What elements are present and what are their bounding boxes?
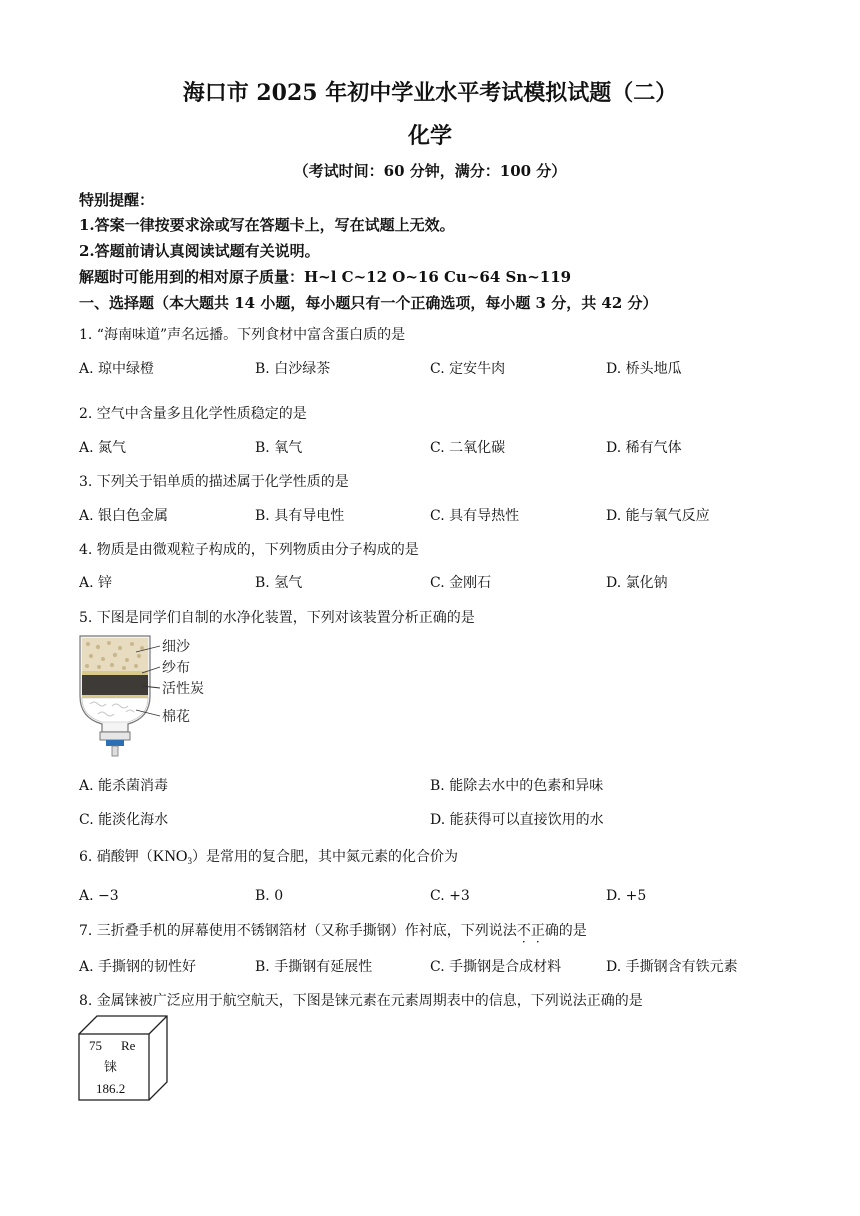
q1-option-b: B. 白沙绿茶: [255, 361, 331, 377]
q5-option-a: A. 能杀菌消毒: [79, 778, 169, 794]
question-1-stem: 1. “海南味道”声名远播。下列食材中富含蛋白质的是: [79, 327, 406, 343]
q1-option-d: D. 桥头地瓜: [606, 361, 682, 377]
element-rhenium-card: [77, 1014, 171, 1104]
q7-option-a: A. 手撕钢的韧性好: [79, 959, 197, 975]
subject-title: 化学: [407, 123, 452, 149]
gauze-layer: [82, 671, 148, 675]
q3-option-d: D. 能与氧气反应: [606, 508, 710, 524]
element-mass: 186.2: [96, 1081, 126, 1096]
question-3-stem: 3. 下列关于铝单质的描述属于化学性质的是: [79, 474, 349, 490]
element-number: 75: [89, 1038, 102, 1053]
notice-item-1: 1.答案一律按要求涂或写在答题卡上，写在试题上无效。: [79, 216, 455, 234]
emphasis-dot: 正: [530, 923, 545, 939]
element-name: 铼: [104, 1060, 118, 1075]
q7-option-d: D. 手撕钢含有铁元素: [606, 959, 738, 975]
notice-item-2: 2.答题前请认真阅读试题有关说明。: [79, 242, 320, 260]
emphasis-dot: 不: [516, 923, 531, 939]
exam-info: （考试时间：60 分钟，满分：100 分）: [293, 162, 567, 180]
q3-option-a: A. 银白色金属: [79, 508, 169, 524]
question-2-stem: 2. 空气中含量多且化学性质稳定的是: [79, 406, 307, 422]
q3-option-c: C. 具有导热性: [430, 508, 520, 524]
q5-option-c: C. 能淡化海水: [79, 812, 169, 828]
question-5-stem: 5. 下图是同学们自制的水净化装置，下列对该装置分析正确的是: [79, 610, 475, 626]
q5-option-d: D. 能获得可以直接饮用的水: [430, 812, 604, 828]
q7-option-c: C. 手撕钢是合成材料: [430, 959, 562, 975]
q5-option-b: B. 能除去水中的色素和异味: [430, 778, 604, 794]
exam-title: 海口市 2025 年初中学业水平考试模拟试题（二）: [182, 80, 678, 106]
label-carbon: 活性炭: [162, 681, 204, 697]
q4-option-a: A. 锌: [79, 575, 113, 591]
q4-option-c: C. 金刚石: [430, 575, 492, 591]
question-8-stem: 8. 金属铼被广泛应用于航空航天，下图是铼元素在元素周期表中的信息，下列说法正确的是: [79, 993, 643, 1009]
q6-stem-after: ）是常用的复合肥，其中氮元素的化合价为: [191, 849, 458, 865]
q6-formula: $KNO_3$: [152, 848, 192, 866]
water-filter-figure: [76, 632, 226, 758]
q2-option-d: D. 稀有气体: [606, 440, 682, 456]
q7-option-b: B. 手撕钢有延展性: [255, 959, 373, 975]
atomic-masses: 解题时可能用到的相对原子质量：H~l C~12 O~16 Cu~64 Sn~119: [79, 268, 572, 286]
q4-option-b: B. 氢气: [255, 575, 303, 591]
q6-option-c: C. +3: [430, 888, 470, 904]
question-4-stem: 4. 物质是由微观粒子构成的，下列物质由分子构成的是: [79, 542, 419, 558]
label-gauze: 纱布: [162, 660, 190, 676]
q6-option-d: D. +5: [606, 888, 647, 904]
q6-option-a: A. −3: [79, 888, 119, 904]
q2-option-c: C. 二氧化碳: [430, 440, 506, 456]
notice-heading: 特别提醒：: [79, 191, 155, 209]
label-sand: 细沙: [162, 639, 190, 655]
outlet-cap: [106, 740, 124, 746]
element-symbol: Re: [121, 1038, 136, 1053]
q6-option-b: B. 0: [255, 888, 284, 904]
q3-option-b: B. 具有导电性: [255, 508, 345, 524]
q1-option-c: C. 定安牛肉: [430, 361, 506, 377]
q4-option-d: D. 氯化钠: [606, 575, 668, 591]
q2-option-b: B. 氧气: [255, 440, 303, 456]
q1-option-a: A. 琼中绿橙: [79, 361, 155, 377]
q2-option-a: A. 氮气: [79, 440, 127, 456]
section-heading: 一、选择题（本大题共 14 小题，每小题只有一个正确选项，每小题 3 分，共 42 分）: [79, 294, 658, 312]
q6-stem-before: 6. 硝酸钾（: [79, 849, 153, 865]
label-cotton: 棉花: [162, 709, 190, 725]
question-7-stem: 7. 三折叠手机的屏幕使用不锈钢箔材（又称手撕钢）作衬底，下列说法不正确的是: [79, 923, 587, 939]
question-6-stem: [79, 846, 458, 866]
carbon-layer: [82, 675, 148, 695]
